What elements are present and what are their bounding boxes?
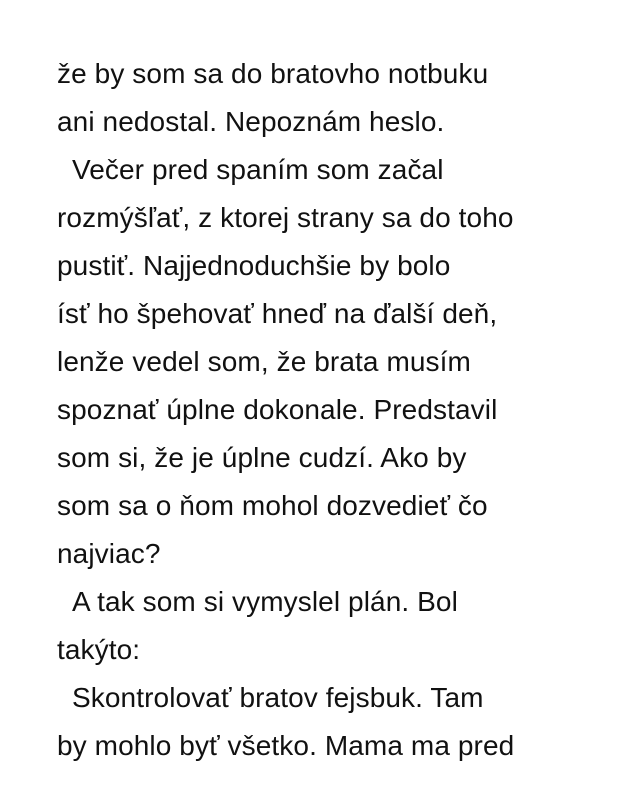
book-page-text	[57, 50, 627, 770]
text-line-2: ani nedostal. Nepoznám heslo.	[57, 106, 445, 137]
text-line-6: ísť ho špehovať hneď na ďalší deň,	[57, 298, 498, 329]
text-line-8: spoznať úplne dokonale. Predstavil	[57, 394, 498, 425]
text-line-12: A tak som si vymyslel plán. Bol	[72, 586, 458, 617]
text-line-10: som sa o ňom mohol dozvedieť čo	[57, 490, 488, 521]
text-line-4: rozmýšľať, z ktorej strany sa do toho	[57, 202, 514, 233]
text-line-15: by mohlo byť všetko. Mama ma pred	[57, 730, 515, 761]
text-line-13: takýto:	[57, 634, 141, 665]
text-line-3: Večer pred spaním som začal	[72, 154, 444, 185]
text-line-7: lenže vedel som, že brata musím	[57, 346, 471, 377]
text-line-1: že by som sa do bratovho notbuku	[57, 58, 489, 89]
text-line-14: Skontrolovať bratov fejsbuk. Tam	[72, 682, 484, 713]
text-line-11: najviac?	[57, 538, 161, 569]
text-line-9: som si, že je úplne cudzí. Ako by	[57, 442, 467, 473]
text-line-5: pustiť. Najjednoduchšie by bolo	[57, 250, 451, 281]
